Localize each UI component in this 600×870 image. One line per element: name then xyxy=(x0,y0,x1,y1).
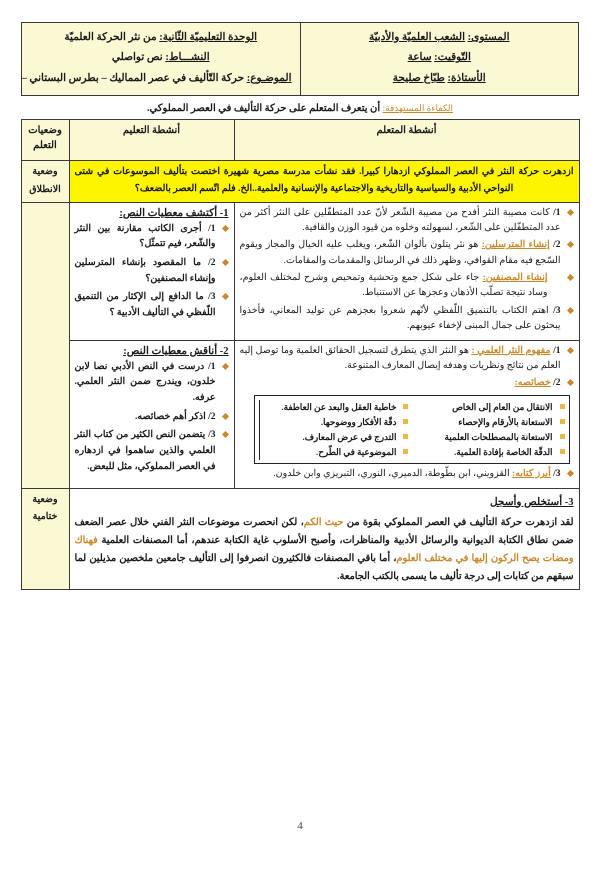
list-item xyxy=(240,206,574,237)
answer-term: إنشاء المصنفين: xyxy=(482,273,548,284)
header-teacher-label: الأستاذة: xyxy=(447,72,486,84)
traits-column-left xyxy=(415,400,565,461)
answer-text: اهتم الكتاب بالتنميق اللّفظي لأنّهم شعروا بعجزهم عن توليد المعاني، فأخذوا يبحثون على جمال المبنى لإخفاء عيوبهم. xyxy=(239,305,561,332)
section3-term1: حيث الكم xyxy=(303,517,344,529)
list-item xyxy=(240,344,574,375)
list-item: الانتقال من العام إلى الخاص xyxy=(415,400,565,415)
list-item xyxy=(75,410,229,426)
section3-row xyxy=(21,488,579,590)
answer-number: 2/ xyxy=(553,378,561,389)
header-unit-label: الوحدة التعليميّة الثّانية: xyxy=(159,32,258,43)
competency-text: أن يتعرف المتعلم على حركة التأليف في العصر المملوكي. xyxy=(146,103,381,115)
competency-label: الكفاءة المستهدفة: xyxy=(382,103,454,114)
list-item xyxy=(75,256,229,287)
section2-row xyxy=(21,340,579,488)
section1-answers-cell xyxy=(234,202,579,340)
question-number: 1/ xyxy=(208,361,216,372)
section3-part2: ، لكن انحصرت موضوعات النثر الفني خلال عصر الضعف ضمن نطاق الكتابة الديوانية والرسائل الأدبية والمناظرات، وأصبح الأسلوب غاية الكتابة عندهم، أما المصنفات العلمية xyxy=(74,517,574,547)
answer-term: مفهوم النثر العلمي : xyxy=(471,345,551,356)
header-activity-line xyxy=(30,48,292,68)
header-subject-label: الموضـوع: xyxy=(246,72,292,84)
section2-answer-list-cont xyxy=(240,467,574,482)
header-level-value: الشعب العلميّة والأدبيّة xyxy=(368,32,465,43)
answer-term: خصائصه: xyxy=(514,378,551,389)
section3-content-cell xyxy=(69,488,579,590)
situation-label-closing: وضعية ختامية xyxy=(21,488,69,590)
section2-title: 2- أناقش معطيات النص: xyxy=(123,345,229,357)
answer-number: 1/ xyxy=(553,345,561,356)
question-text: يتضمن النص الكثير من كتاب النثر العلمي والذين ساهموا في ازدهاره في العصر المملوكي، مثل للبعض. xyxy=(74,430,216,472)
list-item: الدقّة الخاصة بإفادة العلمية. xyxy=(415,445,565,460)
traits-list-left xyxy=(415,400,565,461)
header-time-label: التّوقيت: xyxy=(434,52,471,64)
list-item: دقّة الأفكار ووضوحها. xyxy=(265,415,409,430)
section2-answers-cell xyxy=(234,340,579,488)
answer-number: 3/ xyxy=(553,305,561,316)
list-item xyxy=(75,290,229,321)
question-text: درست في النص الأدبي نصا لابن خلدون، ويندرج ضمن النثر العلمي. عرفه. xyxy=(74,361,216,403)
traits-box xyxy=(254,395,570,465)
col-header-teaching-activities: أنشطة التعليم xyxy=(69,120,234,161)
header-time-line xyxy=(309,48,571,68)
list-item xyxy=(240,376,574,391)
opening-situation-row xyxy=(21,161,579,202)
section3-title: 3- أستخلص وأسجل xyxy=(489,496,574,508)
section3-part3: ، أما باقي المصنفات فالكثيرون انصرفوا إلى التأليف جامعين ملخصين مذيلين لما سبقهم من كتابات إلى درجة تأليف ما يسمى بالكتب الجامعة. xyxy=(74,553,574,583)
question-number: 2/ xyxy=(208,411,216,422)
traits-list-right xyxy=(265,400,409,461)
traits-column-right xyxy=(259,400,409,461)
header-teacher-line xyxy=(309,69,571,89)
section2-answer-list xyxy=(240,344,574,392)
section1-title: 1- أكتشف معطيات النص: xyxy=(119,207,229,219)
situation-label-opening: وضعية الانطلاق xyxy=(21,161,69,202)
list-item xyxy=(240,467,574,482)
list-item xyxy=(75,360,229,407)
list-item: الاستعانة بالأرقام والإحصاء xyxy=(415,415,565,430)
question-text: اذكر أهم خصائصه. xyxy=(135,411,206,422)
answer-term: أبرز كتابه: xyxy=(512,469,551,480)
section1-row xyxy=(21,202,579,340)
header-time-value: ساعة xyxy=(407,52,432,64)
list-item: الموضوعية في الطّرح. xyxy=(265,445,409,460)
header-level-line xyxy=(309,28,571,48)
question-text: أجرى الكاتب مقارنة بين النثر والشّعر، فيم تتمثّل؟ xyxy=(74,223,216,250)
list-item: التدرج في عرض المعارف. xyxy=(265,430,409,445)
list-item: الاستعانة بالمصطلحات العلمية xyxy=(415,430,565,445)
question-number: 3/ xyxy=(208,430,216,441)
header-subject-line xyxy=(21,69,292,89)
col-header-learning-situations: وضعيات التعلم xyxy=(21,120,69,161)
header-left-cell xyxy=(300,23,579,96)
header-activity-label: النشـــاط: xyxy=(165,52,210,64)
section1-answer-list xyxy=(240,206,574,335)
answer-number: 2/ xyxy=(553,240,561,251)
answer-number: 3/ xyxy=(553,469,561,480)
header-right-cell xyxy=(22,23,301,96)
answer-text: كانت مصيبة النثر أفدح من مصيبة الشّعر لأنّ عدد المتطفّلين على النثر أكثر من عدد المتطفّلين على الشّعر، لسهولته وخلوه من قيود الوزن والقافية. xyxy=(239,207,561,233)
section1-questions-cell xyxy=(69,202,234,340)
page-number: 4 xyxy=(297,820,303,832)
list-item xyxy=(75,428,229,475)
competency-line xyxy=(21,101,579,116)
question-number: 3/ xyxy=(208,292,216,303)
answer-term: إنشاء المترسلين: xyxy=(481,240,550,251)
section3-term2: فهناك ومضات يصح الركون إليها في مختلف العلوم xyxy=(74,535,574,565)
opening-situation-text: ازدهرت حركة النثر في العصر المملوكي ازدهارا كبيرا. فقد نشأت مدرسة مصرية شهيرة اختصت بتأليف الموسوعات في شتى النواحي الأدبية والسياسية والتاريخية والاجتماعية والإنسانية والعلمية..الخ. فلم اتّسم العصر بالضعف؟ xyxy=(69,161,579,202)
list-item xyxy=(240,271,574,302)
header-subject-value: حركة التّأليف في عصر المماليك – بطرس البستاني – xyxy=(21,72,245,84)
section2-question-list xyxy=(75,360,229,476)
list-item xyxy=(240,304,574,335)
question-text: ما المقصود بإنشاء المترسلين وإنشاء المصنفين؟ xyxy=(74,257,216,284)
question-number: 1/ xyxy=(208,223,216,234)
list-item: خاطبة العقل والبعد عن العاطفة. xyxy=(265,400,409,415)
section1-question-list xyxy=(75,222,229,322)
answer-text: هو نثر يتلون بألوان الشّعر، ويغلب عليه الخيال والمجاز ويقوم السّجع فيه مقام القوافي، وظهر ذلك في الرسائل والمقدمات والمقامات. xyxy=(239,240,561,266)
table-header-row xyxy=(21,120,579,161)
question-text: ما الدافع إلى الإكثار من التنميق اللّفظي في التأليف الأدبية ؟ xyxy=(74,292,216,318)
question-number: 2/ xyxy=(208,257,216,268)
answer-number: 1/ xyxy=(553,207,561,218)
header-activity-value: نص تواصلي xyxy=(111,52,163,64)
situation-label-middle-empty xyxy=(21,202,69,488)
lesson-plan-page xyxy=(0,22,600,870)
header-teacher-value: طبّاخ صليحة xyxy=(392,72,445,84)
col-header-learner-activities: أنشطة المتعلم xyxy=(234,120,579,161)
header-unit-line xyxy=(30,28,292,48)
answer-text: هو النثر الذي يتطرق لتسجيل الحقائق العلمية وما توصل إليه العلم من نتائج ونظريات وهدفه إيصال المعارف المتنوعة. xyxy=(239,345,561,371)
lesson-main-table xyxy=(21,119,580,590)
list-item xyxy=(240,238,574,269)
list-item xyxy=(75,222,229,253)
section2-questions-cell xyxy=(69,340,234,488)
section3-part1: لقد ازدهرت حركة التأليف في العصر المملوكي بقوة من xyxy=(343,517,574,529)
header-level-label: المستوى: xyxy=(467,32,510,43)
answer-text: جاء على شكل جمع وتحشية وتمحيص وشرح لمختلف العلوم، وساد نتيجة تصلّب الأذهان وعجزها عن الاستنباط. xyxy=(239,273,548,299)
header-info-table xyxy=(21,22,579,96)
answer-text: القزويني، ابن بطّوطة، الدميري، النوري، التبريزي وابن خلدون. xyxy=(273,469,510,480)
header-unit-value: من نثر الحركة العلميّة xyxy=(64,32,157,43)
